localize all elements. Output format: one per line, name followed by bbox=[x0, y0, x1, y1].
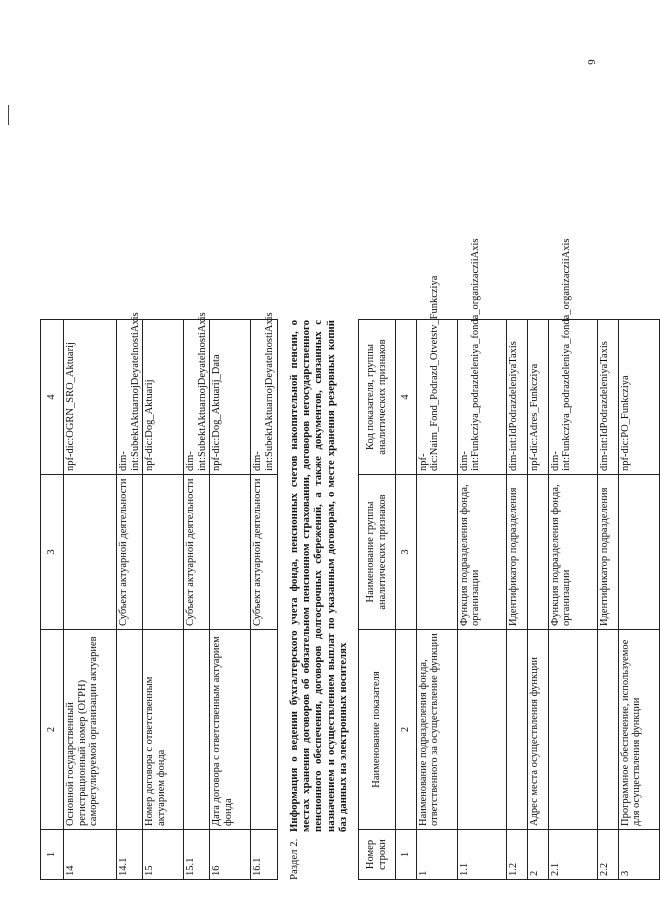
table-cell: 16.1 bbox=[251, 830, 277, 880]
table-row bbox=[527, 320, 548, 880]
table-cell: dim-int:SubektAktuarnojDeyatelnostiAxis bbox=[184, 320, 210, 475]
table-cell: Функция подразделения фонда, организации bbox=[548, 475, 597, 630]
table-cell: 3 bbox=[618, 830, 659, 880]
table-cell bbox=[143, 475, 184, 630]
table-cell: 1 bbox=[416, 830, 457, 880]
table-cell bbox=[184, 630, 210, 830]
table-cell: npf-dic:OGRN_SRO_Aktuarij bbox=[64, 320, 117, 475]
table-cell bbox=[210, 475, 251, 630]
table-row bbox=[184, 320, 210, 880]
table-cell: 15 bbox=[143, 830, 184, 880]
table-cell: 4 bbox=[395, 320, 416, 475]
table-row bbox=[64, 320, 117, 880]
table-cell bbox=[548, 630, 597, 830]
table-cell: npf-dic:Adres_Funkcziya bbox=[527, 320, 548, 475]
page-number: 6 bbox=[584, 59, 597, 65]
column-header: Номер строки bbox=[358, 830, 395, 880]
table-cell: Наименование подразделения фонда, ответственного за осуществление функции bbox=[416, 630, 457, 830]
table-cell: 14.1 bbox=[117, 830, 143, 880]
table-cell bbox=[251, 630, 277, 830]
table-cell: npf-dic:Dog_Aktuarij bbox=[143, 320, 184, 475]
table-row bbox=[210, 320, 251, 880]
table-cell: 3 bbox=[395, 475, 416, 630]
table-cell: 2.2 bbox=[597, 830, 618, 880]
rotated-document bbox=[40, 55, 643, 880]
section-title: Информация о ведении бухгалтерского учета фонда, пенсионных счетов накопительной пенсии, о местах хранения договоров об обязательном пенсионном страховании, договоров негосударственного пенсионного обеспечения, договоров долгосрочных сбережений, а также документов, связанных с назначением и осуществлением выплат по указанным договорам, о месте хранения резервных копий баз данных на электронных носителях bbox=[287, 320, 350, 832]
table-cell: npf-dic:Dog_Aktuarij_Data bbox=[210, 320, 251, 475]
table-cell bbox=[416, 475, 457, 630]
column-header: Код показателя, группы аналитических признаков bbox=[358, 320, 395, 475]
table-cell: 15.1 bbox=[184, 830, 210, 880]
section-heading bbox=[288, 320, 350, 880]
table-cell: 16 bbox=[210, 830, 251, 880]
table-cell bbox=[527, 475, 548, 630]
table-cell: 14 bbox=[64, 830, 117, 880]
table-cell: Идентификатор подразделения bbox=[506, 475, 527, 630]
table-cell: Идентификатор подразделения bbox=[597, 475, 618, 630]
table-section-2 bbox=[358, 238, 660, 880]
table-cell: 1 bbox=[395, 830, 416, 880]
table-row bbox=[117, 320, 143, 880]
table-cell: dim-int:IdPodrazdeleniyaTaxis bbox=[506, 320, 527, 475]
table-continuation bbox=[40, 312, 278, 880]
table-cell: 3 bbox=[41, 475, 64, 630]
table-cell: 2 bbox=[395, 630, 416, 830]
table-cell: npf-dic:PO_Funkcziya bbox=[618, 320, 659, 475]
table-cell bbox=[618, 475, 659, 630]
table-cell bbox=[506, 630, 527, 830]
table-row bbox=[506, 320, 527, 880]
table-cell: npf-dic:Naim_Fond_Podrazd_Otvetstv_Funkcziya bbox=[416, 320, 457, 475]
table-cell: 2 bbox=[41, 630, 64, 830]
table-cell: Программное обеспечение, используемое для осуществления функции bbox=[618, 630, 659, 830]
table-row bbox=[41, 320, 64, 880]
table-cell: Адрес места осуществления функции bbox=[527, 630, 548, 830]
scan-mark bbox=[8, 105, 9, 125]
table-cell: Номер договора с ответственным актуарием фонда bbox=[143, 630, 184, 830]
table-cell bbox=[457, 630, 506, 830]
table-cell: 2 bbox=[527, 830, 548, 880]
column-header: Наименование показателя bbox=[358, 630, 395, 830]
table-cell bbox=[64, 475, 117, 630]
table-row bbox=[416, 320, 457, 880]
table-row bbox=[548, 320, 597, 880]
table-row bbox=[618, 320, 659, 880]
table-cell: Функция подразделения фонда, организации bbox=[457, 475, 506, 630]
table-row bbox=[457, 320, 506, 880]
table-cell: dim-int:SubektAktuarnojDeyatelnostiAxis bbox=[251, 320, 277, 475]
table-row bbox=[143, 320, 184, 880]
table-cell: 1 bbox=[41, 830, 64, 880]
table-cell: 2.1 bbox=[548, 830, 597, 880]
section-label: Раздел 2. bbox=[287, 838, 300, 880]
table-cell bbox=[117, 630, 143, 830]
table-cell: dim-int:Funkcziya_podrazdeleniya_fonda_organizacziiAxis bbox=[548, 320, 597, 475]
table-cell: dim-int:IdPodrazdeleniyaTaxis bbox=[597, 320, 618, 475]
table-cell: dim-int:Funkcziya_podrazdeleniya_fonda_organizacziiAxis bbox=[457, 320, 506, 475]
table-cell: dim-int:SubektAktuarnojDeyatelnostiAxis bbox=[117, 320, 143, 475]
table-cell bbox=[597, 630, 618, 830]
table-header-row bbox=[358, 320, 395, 880]
table-cell: Субъект актуарной деятельности bbox=[184, 475, 210, 630]
table-row bbox=[251, 320, 277, 880]
table-cell: Дата договора с ответственным актуарием фонда bbox=[210, 630, 251, 830]
table-cell: 4 bbox=[41, 320, 64, 475]
table-row bbox=[597, 320, 618, 880]
table-row bbox=[395, 320, 416, 880]
table-cell: 1.2 bbox=[506, 830, 527, 880]
table-cell: Субъект актуарной деятельности bbox=[117, 475, 143, 630]
table-cell: Основной государственный регистрационный номер (ОГРН) саморегулируемой организации актуариев bbox=[64, 630, 117, 830]
table-cell: 1.1 bbox=[457, 830, 506, 880]
table-cell: Субъект актуарной деятельности bbox=[251, 475, 277, 630]
column-header: Наименование группы аналитических признаков bbox=[358, 475, 395, 630]
